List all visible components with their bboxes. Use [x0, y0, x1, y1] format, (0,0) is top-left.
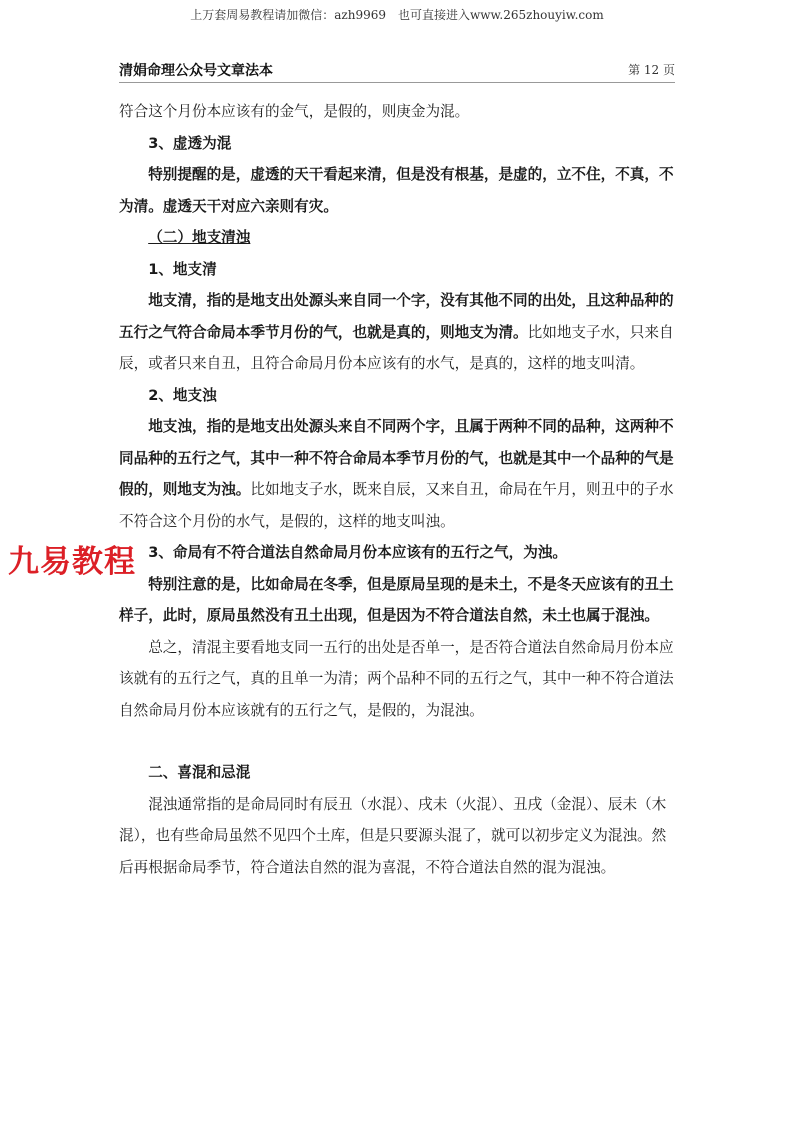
paragraph-virtual-reveal: 特别提醒的是，虚透的天干看起来清，但是没有根基，是虚的，立不住，不真，不为清。虚透天干对应六亲则有灾。	[119, 166, 674, 215]
paragraph-normal-part: 比如地支子水，既来自辰，又来自丑，命局在午月，则丑中的子水不符合这个月份的水气，是假的，这样的地支叫浊。	[119, 481, 674, 530]
paragraph-bold-part: 地支浊，指的是地支出处源头来自不同两个字，且属于两种不同的品种，这两种不同品种的五行之气，其中一种不符合命局本季节月份的气，也就是其中一个品种的气是假的，则地支为浊。	[119, 418, 674, 498]
document-body	[119, 96, 675, 883]
top-banner: 上万套周易教程请加微信：azh9969 也可直接进入www.265zhouyiw.com	[190, 8, 604, 22]
document-title: 清娟命理公众号文章法本	[119, 63, 273, 79]
document-header	[119, 60, 675, 83]
paragraph-continuation: 符合这个月份本应该有的金气，是假的，则庚金为混。	[119, 103, 470, 120]
paragraph-normal-part: 比如地支子水，只来自辰，或者只来自丑，且符合命局月份本应该有的水气，是真的，这样的地支叫清。	[119, 323, 674, 372]
paragraph-branch-turbid	[119, 411, 675, 537]
paragraph-summary: 总之，清混主要看地支同一五行的出处是否单一，是否符合道法自然命局月份本应该就有的五行之气，真的且单一为清；两个品种不同的五行之气，其中一种不符合道法自然命局月份本应该就有的五行之气，是假的，为混浊。	[119, 638, 674, 719]
section-heading-branch-clarity	[119, 222, 675, 254]
heading-3-virtual-reveal: 3、虚透为混	[148, 134, 232, 152]
heading-2-branch-turbid: 2、地支浊	[148, 386, 217, 404]
paragraph-gap	[119, 726, 675, 757]
heading-3-nonconforming: 3、命局有不符合道法自然命局月份本应该有的五行之气，为浊。	[148, 544, 567, 561]
section-heading-favorable-mixing: 二、喜混和忌混	[148, 764, 251, 781]
paragraph-winter-example: 特别注意的是，比如命局在冬季，但是原局呈现的是未土，不是冬天应该有的丑土样子，此时，原局虽然没有丑土出现，但是因为不符合道法自然，未土也属于混浊。	[119, 575, 674, 624]
section-heading-text: （二）地支清浊	[148, 229, 251, 246]
page-number: 第 12 页	[628, 63, 675, 77]
paragraph-branch-clear	[119, 285, 675, 380]
paragraph-mixing-definition: 混浊通常指的是命局同时有辰丑（水混）、戌未（火混）、丑戌（金混）、辰未（木混），也有些命局虽然不见四个土库，但是只要源头混了，就可以初步定义为混浊。然后再根据命局季节，符合道法自然的混为喜混，不符合道法自然的混为混浊。	[119, 795, 667, 876]
paragraph-bold-part: 地支清，指的是地支出处源头来自同一个字，没有其他不同的出处，且这种品种的五行之气符合命局本季节月份的气，也就是真的，则地支为清。	[119, 292, 674, 341]
heading-1-branch-clear: 1、地支清	[148, 260, 217, 278]
watermark-logo: 九易教程	[8, 544, 136, 580]
